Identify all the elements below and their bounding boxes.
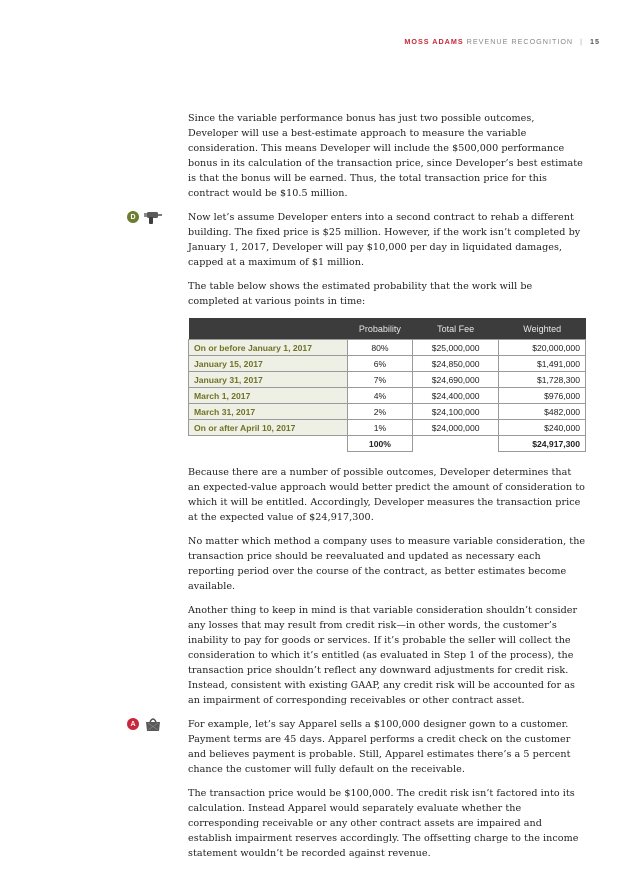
row-weighted: $20,000,000 [499, 340, 586, 356]
total-blank-cell [412, 436, 499, 452]
section-title: REVENUE RECOGNITION [466, 37, 574, 46]
probability-table [188, 318, 586, 452]
page-header [404, 37, 600, 46]
row-total-fee: $24,000,000 [412, 420, 499, 436]
apparel-marker [127, 716, 162, 732]
row-probability: 4% [348, 388, 413, 404]
row-weighted: $1,728,300 [499, 372, 586, 388]
total-blank-cell [189, 436, 348, 452]
developer-example [130, 210, 586, 270]
table-header-row [189, 318, 586, 340]
table-total-row [189, 436, 586, 452]
row-total-fee: $25,000,000 [412, 340, 499, 356]
table-row [189, 420, 586, 436]
row-probability: 1% [348, 420, 413, 436]
brand-name: MOSS ADAMS [404, 37, 464, 46]
row-date: On or after April 10, 2017 [189, 420, 348, 436]
table-row [189, 356, 586, 372]
row-date: March 31, 2017 [189, 404, 348, 420]
table-row [189, 404, 586, 420]
table-header-blank [189, 318, 348, 340]
header-separator: | [580, 37, 583, 46]
paragraph-3: The table below shows the estimated probability that the work will be completed at various points in time: [188, 281, 533, 307]
paragraph-4: Because there are a number of possible outcomes, Developer determines that an expected-value approach would better predict the amount of consideration to which it will be entitled. Accordingly, Developer measures the transaction price at the expected value of $24,917,300. [188, 467, 585, 523]
paragraph-2: Now let’s assume Developer enters into a second contract to rehab a different building. The fixed price is $25 million. However, if the work isn’t completed by January 1, 2017, Developer will pay $10,000 per day in liquidated damages, capped at a maximum of $1 million. [188, 212, 581, 268]
table-row [189, 340, 586, 356]
row-weighted: $1,491,000 [499, 356, 586, 372]
row-date: January 15, 2017 [189, 356, 348, 372]
paragraph-1: Since the variable performance bonus has just two possible outcomes, Developer will use a best-estimate approach to measure the variable consideration. This means Developer will include the $500,000 performance bonus in its calculation of the transaction price, since Developer’s best estimate is that the bonus will be earned. Thus, the total transaction price for this contract would be $10.5 million. [188, 113, 583, 199]
total-probability: 100% [348, 436, 413, 452]
row-date: March 1, 2017 [189, 388, 348, 404]
paragraph-8: The transaction price would be $100,000. The credit risk isn’t factored into its calculation. Instead Apparel would separately evaluate whether the corresponding receivable or any other contract assets are impaired and establish impairment reserves accordingly. The offsetting charge to the income statement wouldn’t be recorded against revenue. [188, 788, 579, 859]
table-row [189, 372, 586, 388]
total-weighted: $24,917,300 [499, 436, 586, 452]
table-row [189, 388, 586, 404]
page-body [130, 111, 586, 870]
row-probability: 6% [348, 356, 413, 372]
table-header-total-fee: Total Fee [412, 318, 499, 340]
page-number: 15 [590, 37, 600, 46]
apparel-badge: A [127, 718, 139, 730]
row-total-fee: $24,690,000 [412, 372, 499, 388]
paragraph-7: For example, let’s say Apparel sells a $100,000 designer gown to a customer. Payment terms are 45 days. Apparel performs a credit check on the customer and believes payment is probable. Still, Apparel estimates there’s a 5 percent chance the customer will fully default on the receivable. [188, 719, 571, 775]
row-total-fee: $24,400,000 [412, 388, 499, 404]
row-probability: 2% [348, 404, 413, 420]
table-header-probability: Probability [348, 318, 413, 340]
row-total-fee: $24,850,000 [412, 356, 499, 372]
drill-icon [144, 209, 162, 225]
developer-badge: D [127, 211, 139, 223]
handbag-icon [144, 716, 162, 732]
paragraph-6: Another thing to keep in mind is that variable consideration shouldn’t consider any losses that may result from credit risk—in other words, the customer’s inability to pay for goods or services. If it’s probable the seller will collect the consideration to which it’s entitled (as evaluated in Step 1 of the process), the transaction price shouldn’t reflect any downward adjustments for credit risk. Instead, consistent with existing GAAP, any credit risk will be accounted for as an impairment of corresponding receivables or other contract asset. [188, 605, 578, 706]
developer-marker [127, 209, 162, 225]
row-probability: 80% [348, 340, 413, 356]
row-weighted: $240,000 [499, 420, 586, 436]
table-header-weighted: Weighted [499, 318, 586, 340]
paragraph-5: No matter which method a company uses to measure variable consideration, the transaction price should be reevaluated and updated as necessary each reporting period over the course of the contract, as better estimates become available. [188, 536, 586, 592]
row-probability: 7% [348, 372, 413, 388]
row-date: January 31, 2017 [189, 372, 348, 388]
row-date: On or before January 1, 2017 [189, 340, 348, 356]
apparel-example [130, 717, 586, 777]
row-weighted: $482,000 [499, 404, 586, 420]
row-total-fee: $24,100,000 [412, 404, 499, 420]
row-weighted: $976,000 [499, 388, 586, 404]
